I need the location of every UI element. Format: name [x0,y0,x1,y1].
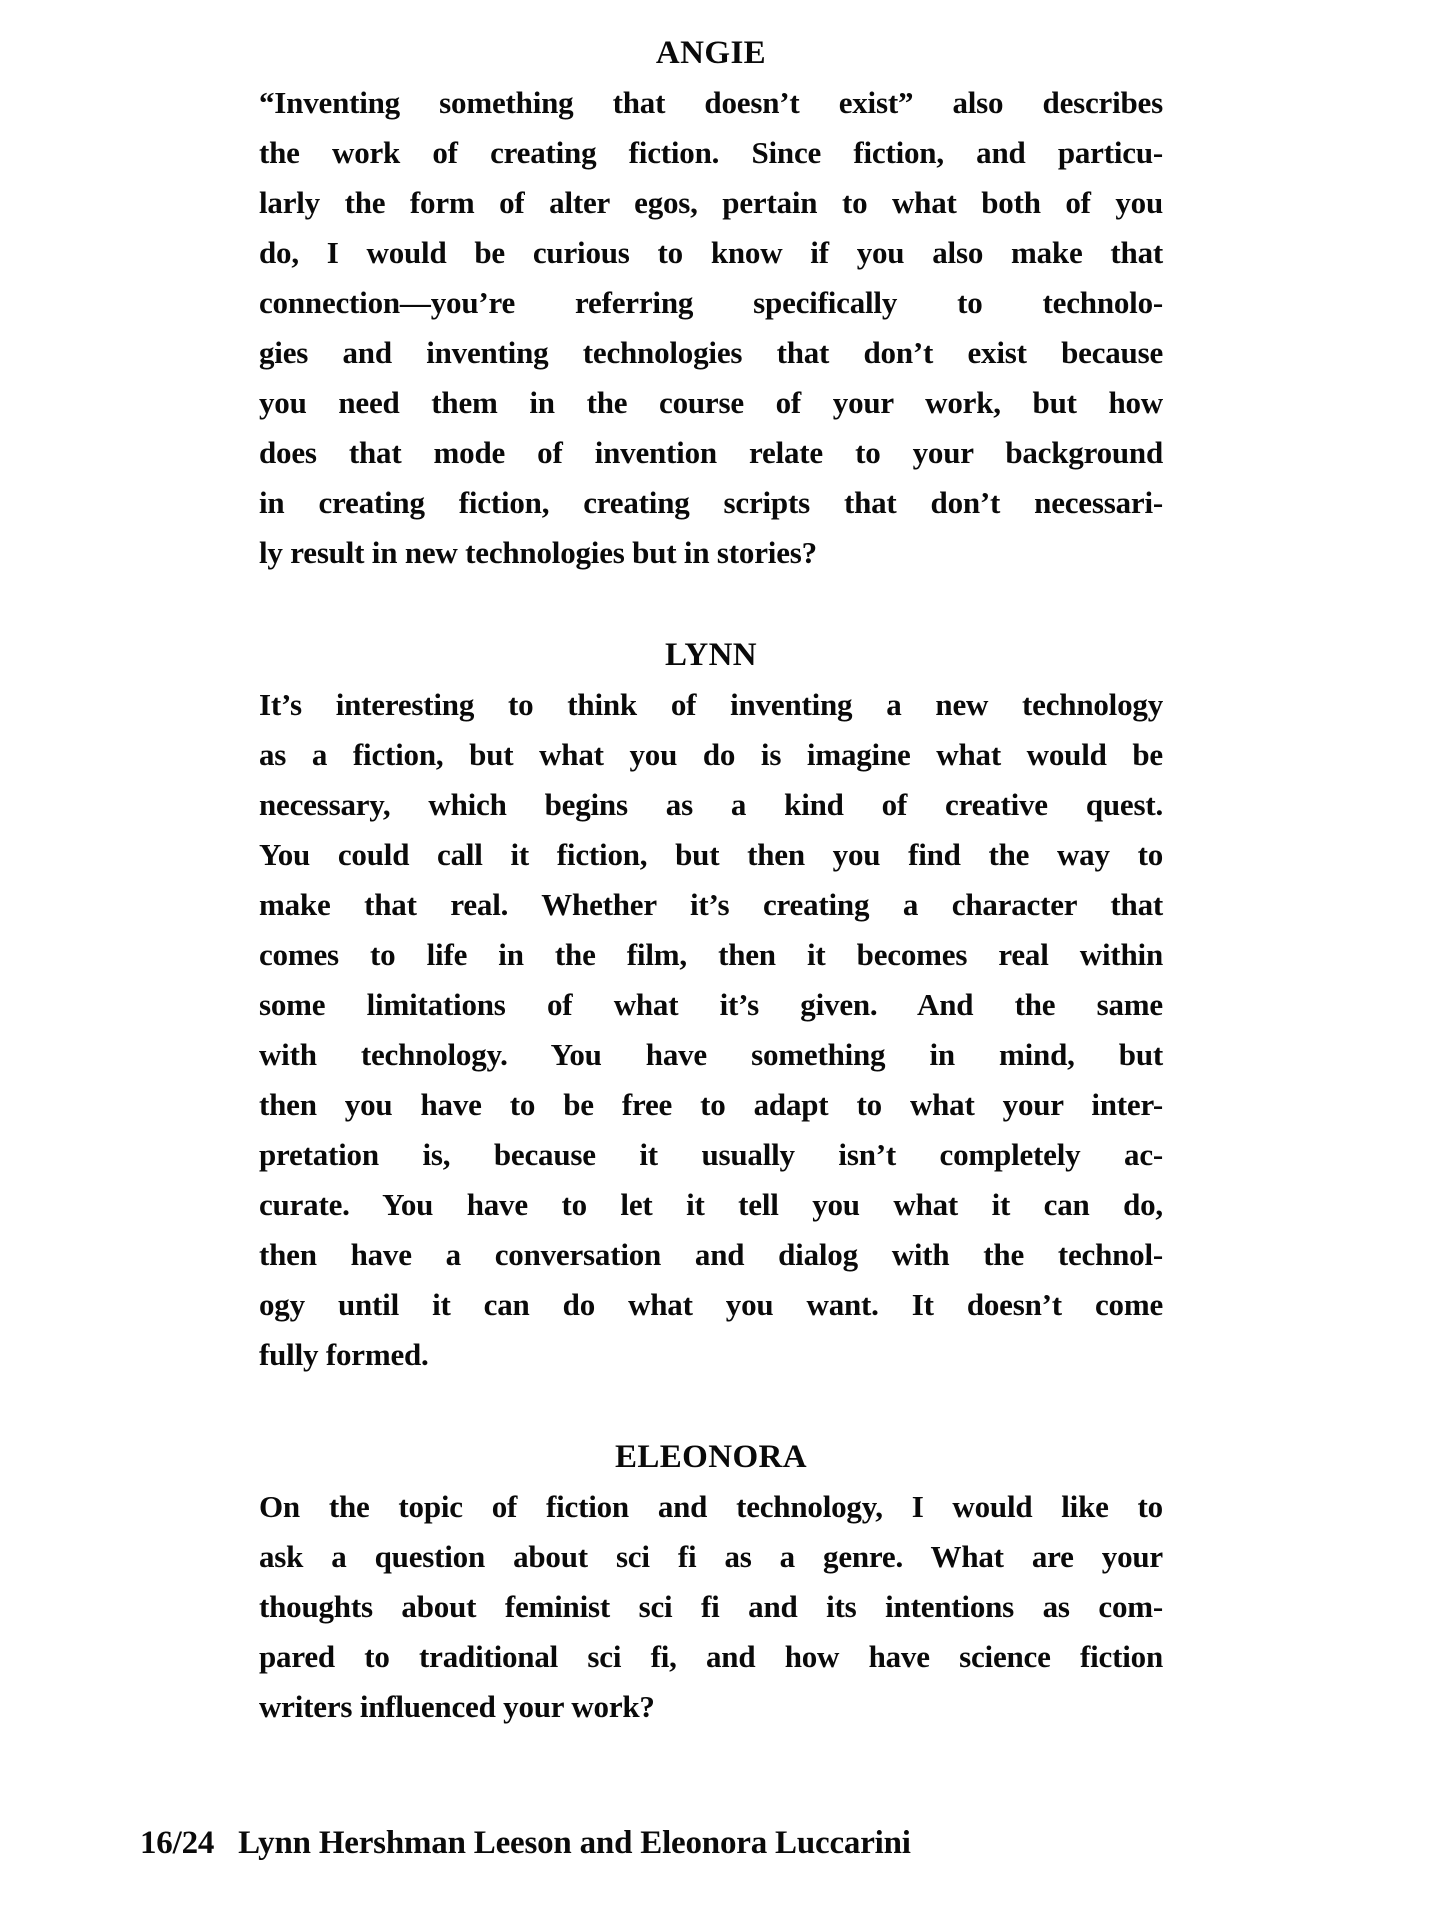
paragraph-line: then you have to be free to adapt to what your inter- [259,1087,1163,1122]
paragraph-line: in creating fiction, creating scripts that don’t necessari- [259,485,1163,520]
paragraph [259,1482,1163,1732]
paragraph-line: It’s interesting to think of inventing a new technology [259,687,1163,722]
page-footer [140,1818,911,1868]
paragraph-line: the work of creating fiction. Since fiction, and particu- [259,135,1163,170]
paragraph-line: does that mode of invention relate to your background [259,435,1163,470]
paragraph-line: make that real. Whether it’s creating a character that [259,887,1163,922]
paragraph-line: On the topic of fiction and technology, I would like to [259,1489,1163,1524]
footer-credit: Lynn Hershman Leeson and Eleonora Luccarini [238,1825,911,1861]
interview-transcript [259,28,1163,1732]
paragraph-line: pretation is, because it usually isn’t completely ac- [259,1137,1163,1172]
paragraph-line: ly result in new technologies but in stories? [259,535,817,570]
paragraph-line: then have a conversation and dialog with the technol- [259,1237,1163,1272]
paragraph-line: You could call it fiction, but then you find the way to [259,837,1163,872]
paragraph-line: necessary, which begins as a kind of creative quest. [259,787,1163,822]
paragraph-line: connection—you’re referring specifically to technolo- [259,285,1163,320]
speaker-section [259,630,1163,1380]
paragraph-line: with technology. You have something in mind, but [259,1037,1163,1072]
paragraph-line: larly the form of alter egos, pertain to what both of you [259,185,1163,220]
paragraph-line: ogy until it can do what you want. It doesn’t come [259,1287,1163,1322]
speaker-heading: LYNN [664,637,758,673]
paragraph-line: comes to life in the film, then it becomes real within [259,937,1163,972]
paragraph-line: gies and inventing technologies that don’t exist because [259,335,1163,370]
paragraph-line: some limitations of what it’s given. And the same [259,987,1163,1022]
paragraph-line: “Inventing something that doesn’t exist” also describes [259,85,1163,120]
paragraph-line: as a fiction, but what you do is imagine what would be [259,737,1163,772]
speaker-heading: ANGIE [655,35,767,71]
paragraph-line: writers influenced your work? [259,1689,655,1724]
paragraph-line: do, I would be curious to know if you also make that [259,235,1163,270]
speaker-section [259,1432,1163,1732]
paragraph [259,680,1163,1380]
paragraph-line: fully formed. [259,1337,429,1372]
paragraph-line: pared to traditional sci fi, and how have science fiction [259,1639,1163,1674]
paragraph-line: ask a question about sci fi as a genre. What are your [259,1539,1163,1574]
speaker-heading: ELEONORA [614,1439,808,1475]
speaker-section [259,28,1163,578]
paragraph-line: thoughts about feminist sci fi and its intentions as com- [259,1589,1163,1624]
paragraph-line: curate. You have to let it tell you what it can do, [259,1187,1163,1222]
paragraph-line: you need them in the course of your work, but how [259,385,1163,420]
page-number: 16/24 [140,1825,215,1861]
paragraph [259,78,1163,578]
